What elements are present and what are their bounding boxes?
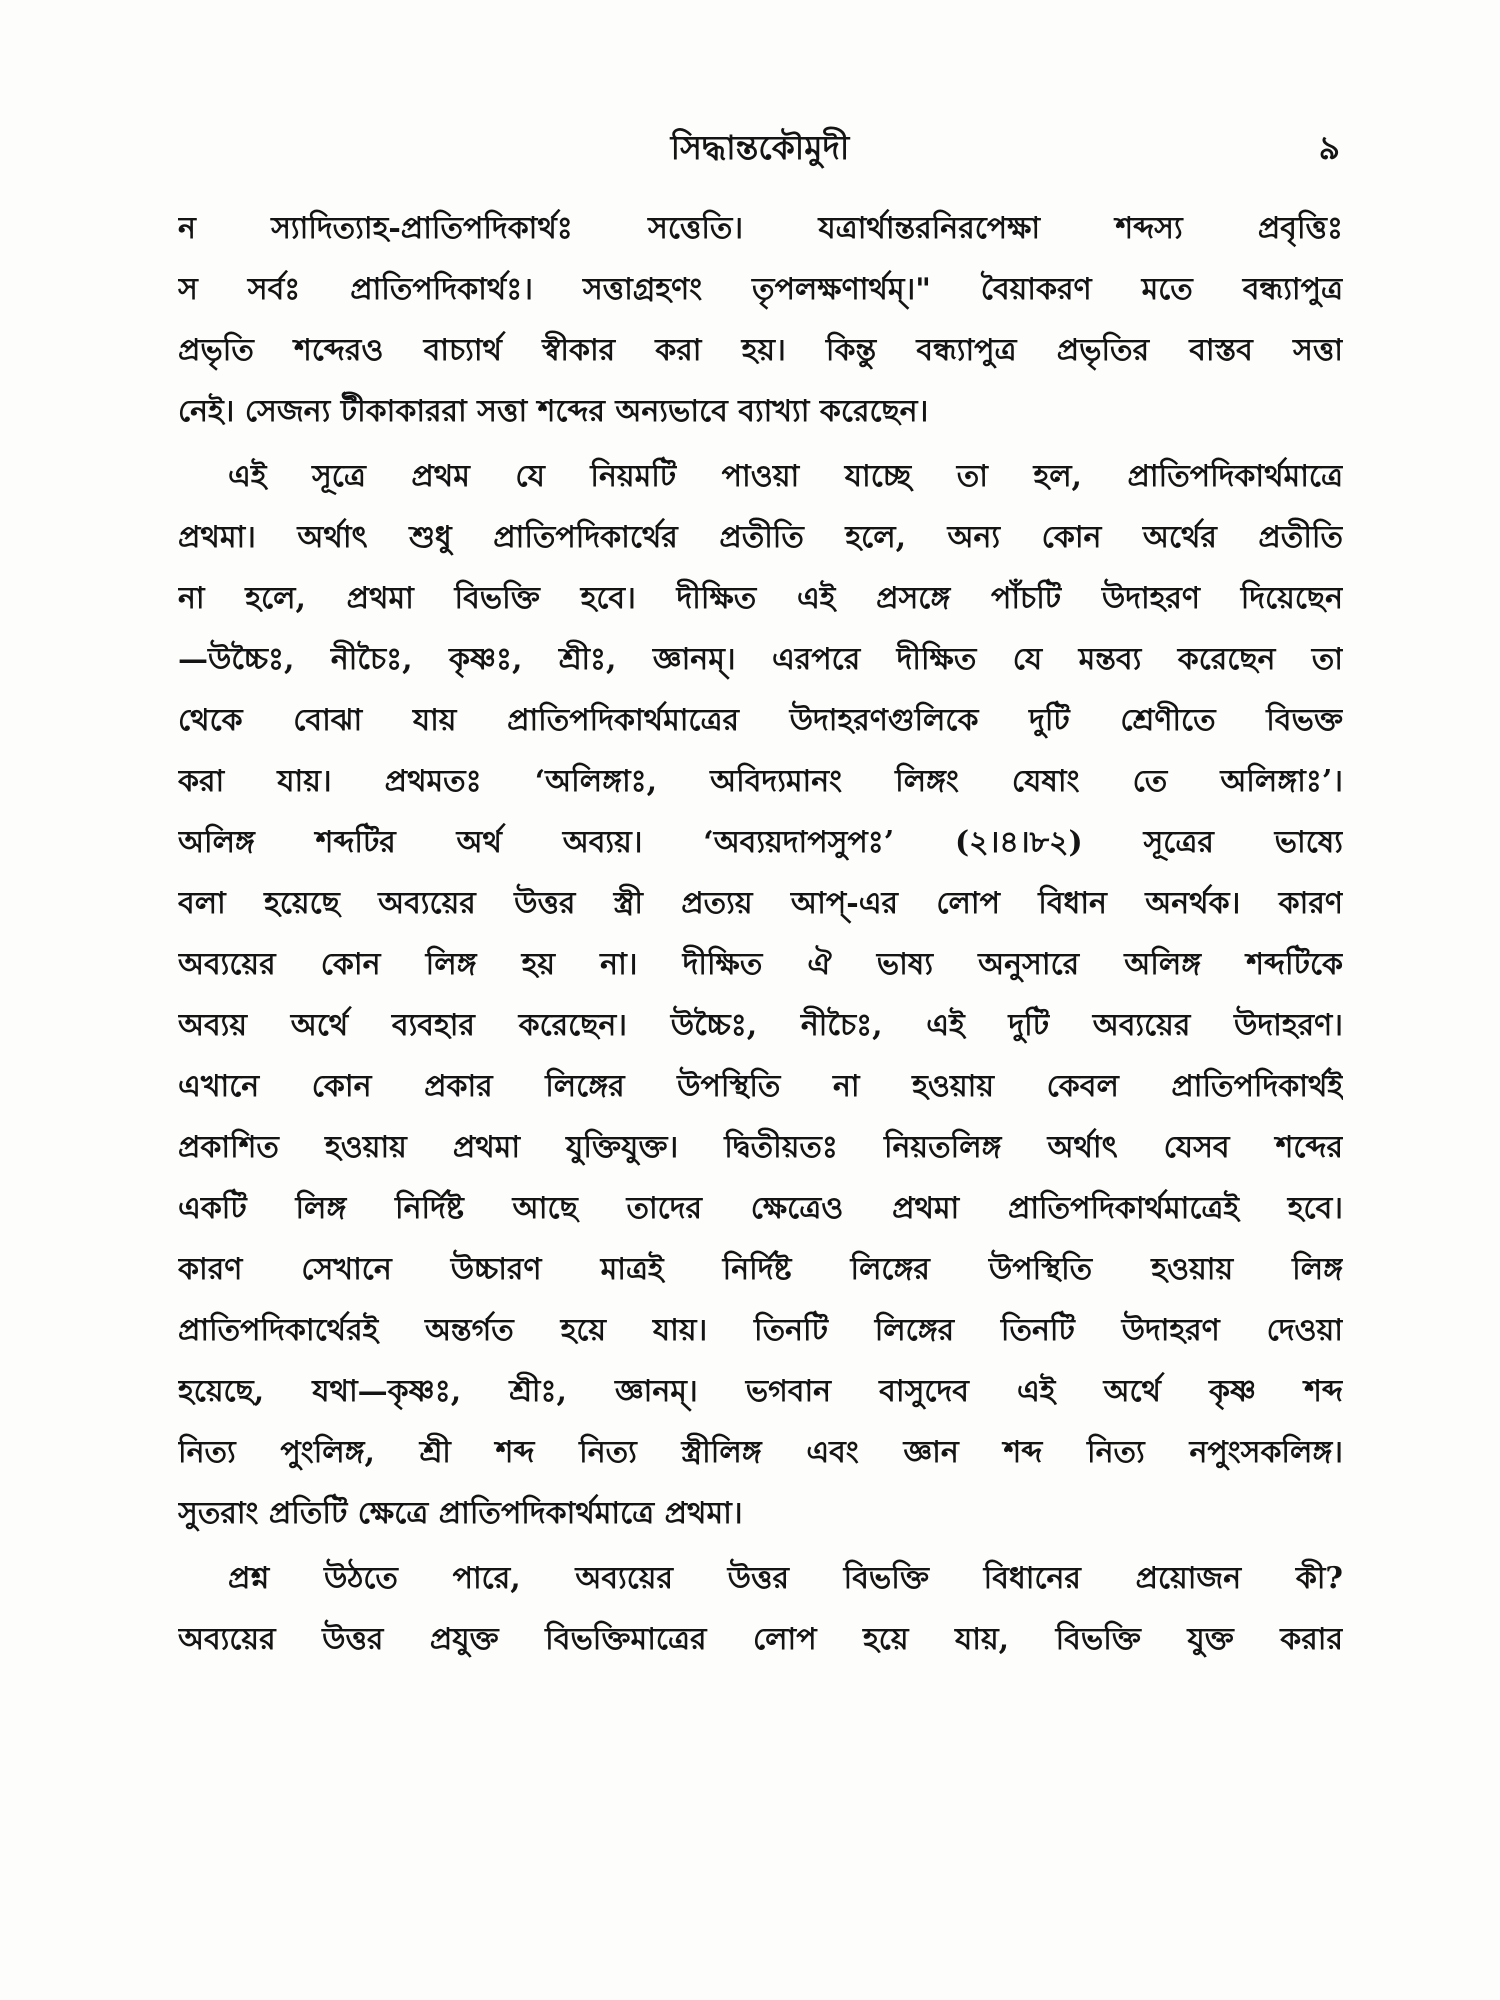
- text-line: না হলে, প্রথমা বিভক্তি হবে। দীক্ষিত এই প্রসঙ্গে পাঁচটি উদাহরণ দিয়েছেন: [178, 581, 1343, 616]
- text-line: অব্যয় অর্থে ব্যবহার করেছেন। উচ্চৈঃ, নীচৈঃ, এই দুটি অব্যয়ের উদাহরণ।: [178, 1008, 1343, 1043]
- paragraph-2: [178, 446, 1343, 1544]
- text-line: প্রথমা। অর্থাৎ শুধু প্রাতিপদিকার্থের প্রতীতি হলে, অন্য কোন অর্থের প্রতীতি: [178, 520, 1343, 555]
- text-line: একটি লিঙ্গ নির্দিষ্ট আছে তাদের ক্ষেত্রেও প্রথমা প্রাতিপদিকার্থমাত্রেই হবে।: [178, 1191, 1343, 1226]
- text-line: এই সূত্রে প্রথম যে নিয়মটি পাওয়া যাচ্ছে তা হল, প্রাতিপদিকার্থমাত্রে: [228, 459, 1343, 494]
- page-number: ৯: [1318, 128, 1340, 167]
- body-text: [178, 198, 1343, 1670]
- text-line: প্রভৃতি শব্দেরও বাচ্যার্থ স্বীকার করা হয়। কিন্তু বন্ধ্যাপুত্র প্রভৃতির বাস্তব সত্তা: [178, 333, 1343, 368]
- text-line: হয়েছে, যথা—কৃষ্ণঃ, শ্রীঃ, জ্ঞানম্। ভগবান বাসুদেব এই অর্থে কৃষ্ণ শব্দ: [178, 1374, 1343, 1409]
- text-line: প্রাতিপদিকার্থেরই অন্তর্গত হয়ে যায়। তিনটি লিঙ্গের তিনটি উদাহরণ দেওয়া: [178, 1313, 1343, 1348]
- text-line: অলিঙ্গ শব্দটির অর্থ অব্যয়। ‘অব্যয়দাপসুপঃ’ (২।৪।৮২) সূত্রের ভাষ্যে: [178, 825, 1343, 860]
- text-line: করা যায়। প্রথমতঃ ‘অলিঙ্গাঃ, অবিদ্যমানং লিঙ্গং যেষাং তে অলিঙ্গাঃ’।: [178, 764, 1343, 799]
- running-title: সিদ্ধান্তকৌমুদী: [670, 128, 850, 167]
- text-line: প্রকাশিত হওয়ায় প্রথমা যুক্তিযুক্ত। দ্বিতীয়তঃ নিয়তলিঙ্গ অর্থাৎ যেসব শব্দের: [178, 1130, 1343, 1165]
- text-line: ন স্যাদিত্যাহ-প্রাতিপদিকার্থঃ সত্তেতি। যত্রার্থান্তরনিরপেক্ষা শব্দস্য প্রবৃত্তিঃ: [178, 211, 1343, 246]
- paragraph-3: [178, 1548, 1343, 1670]
- text-line: সুতরাং প্রতিটি ক্ষেত্রে প্রাতিপদিকার্থমাত্রে প্রথমা।: [178, 1496, 743, 1531]
- text-line: অব্যয়ের উত্তর প্রযুক্ত বিভক্তিমাত্রের লোপ হয়ে যায়, বিভক্তি যুক্ত করার: [178, 1622, 1343, 1657]
- text-line: প্রশ্ন উঠতে পারে, অব্যয়ের উত্তর বিভক্তি বিধানের প্রয়োজন কী?: [228, 1561, 1343, 1596]
- text-line: —উচ্চৈঃ, নীচৈঃ, কৃষ্ণঃ, শ্রীঃ, জ্ঞানম্। এরপরে দীক্ষিত যে মন্তব্য করেছেন তা: [178, 642, 1343, 677]
- text-line: অব্যয়ের কোন লিঙ্গ হয় না। দীক্ষিত ঐ ভাষ্য অনুসারে অলিঙ্গ শব্দটিকে: [178, 947, 1343, 982]
- text-line: কারণ সেখানে উচ্চারণ মাত্রই নির্দিষ্ট লিঙ্গের উপস্থিতি হওয়ায় লিঙ্গ: [178, 1252, 1343, 1287]
- text-line: থেকে বোঝা যায় প্রাতিপদিকার্থমাত্রের উদাহরণগুলিকে দুটি শ্রেণীতে বিভক্ত: [178, 703, 1343, 738]
- text-line: বলা হয়েছে অব্যয়ের উত্তর স্ত্রী প্রত্যয় আপ্-এর লোপ বিধান অনর্থক। কারণ: [178, 886, 1343, 921]
- paragraph-1: [178, 198, 1343, 442]
- text-line: স সর্বঃ প্রাতিপদিকার্থঃ। সত্তাগ্রহণং তৃপলক্ষণার্থম্।" বৈয়াকরণ মতে বন্ধ্যাপুত্র: [178, 272, 1343, 307]
- text-line: এখানে কোন প্রকার লিঙ্গের উপস্থিতি না হওয়ায় কেবল প্রাতিপদিকার্থই: [178, 1069, 1343, 1104]
- page-header: [180, 118, 1340, 178]
- text-line: নিত্য পুংলিঙ্গ, শ্রী শব্দ নিত্য স্ত্রীলিঙ্গ এবং জ্ঞান শব্দ নিত্য নপুংসকলিঙ্গ।: [178, 1435, 1343, 1470]
- text-line: নেই। সেজন্য টীকাকাররা সত্তা শব্দের অন্যভাবে ব্যাখ্যা করেছেন।: [178, 394, 929, 429]
